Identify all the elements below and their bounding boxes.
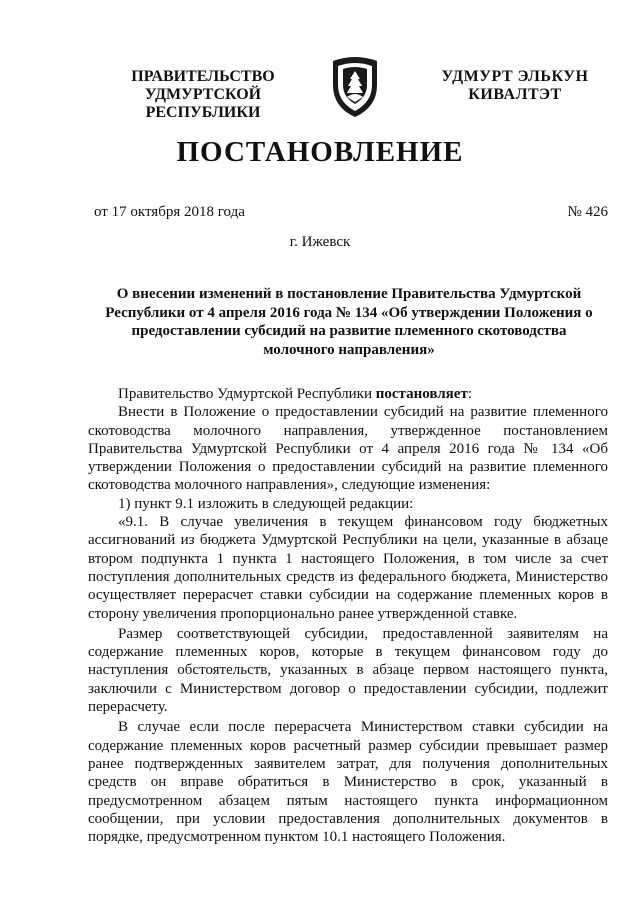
paragraph-1: Внести в Положение о предоставлении субсидий на развитие племенного скотоводства молочного направления, утвержденное постановлением Правительства Удмуртской Республики от 4 апреля 2016 года № 134 «Об утверждении Положения о предоставлении субсидий на развитие племенного скотоводства молочного направления», следующие изменения: [88, 404, 608, 494]
paragraph-2: 1) пункт 9.1 изложить в следующей редакции: [118, 495, 414, 512]
intro-text: Правительство Удмуртской Республики [118, 386, 376, 402]
paragraph-3: «9.1. В случае увеличения в текущем финансовом году бюджетных ассигнований из бюджета Удмуртской Республики на цели, указанные в абзаце втором подпункта 1 пункта 1 настоящего Положения, в том числе за счет поступления дополнительных средств из федерального бюджета, Министерство осуществляет перерасчет ставки субсидии на содержание племенных коров в сторону увеличения пропорционально ранее утвержденной ставке. [88, 514, 608, 622]
document-subject: О внесении изменений в постановление Правительства Удмуртской Республики от 4 апреля 2016 года № 134 «Об утверждении Положения о предоставлении субсидий на развитие племенного скотоводства молочного направления» [105, 286, 593, 358]
intro-bold: постановляет [375, 386, 468, 402]
document-city: г. Ижевск [289, 234, 351, 250]
document-title: ПОСТАНОВЛЕНИЕ [176, 136, 464, 168]
document-body [88, 385, 608, 846]
intro-end: : [467, 386, 472, 402]
issuer-udmurt-line-2: КИВАЛТЭТ [468, 86, 562, 103]
coat-of-arms-icon [329, 55, 381, 119]
issuer-line-1: ПРАВИТЕЛЬСТВО [131, 68, 275, 85]
issuer-udmurt-line-1: УДМУРТ ЭЛЬКУН [441, 68, 589, 85]
document-number: № 426 [567, 204, 608, 220]
issuer-line-2: УДМУРТСКОЙ РЕСПУБЛИКИ [144, 86, 262, 121]
issuer-name-udmurt [425, 68, 605, 104]
paragraph-5: В случае если после перерасчета Министерством ставки субсидии на содержание племенных коров расчетный размер субсидии превышает размер ранее подтвержденных заявителем затрат, для получения дополнительных средств он вправе обратиться в Министерство в срок, указанный в предусмотренном абзацем пятым настоящего пункта информационном сообщении, при условии предоставления дополнительных документов в порядке, предусмотренном пунктом 10.1 настоящего Положения. [88, 719, 608, 846]
issuer-name-russian [88, 68, 318, 122]
document-date: от 17 октября 2018 года [94, 204, 245, 220]
intro-paragraph [88, 385, 608, 403]
paragraph-4: Размер соответствующей субсидии, предоставленной заявителям на содержание племенных коров, которые в текущем финансовом году до наступления обстоятельств, указанных в абзаце первом настоящего пункта, заключили с Министерством договор о предоставлении субсидии, подлежит перерасчету. [88, 625, 608, 716]
